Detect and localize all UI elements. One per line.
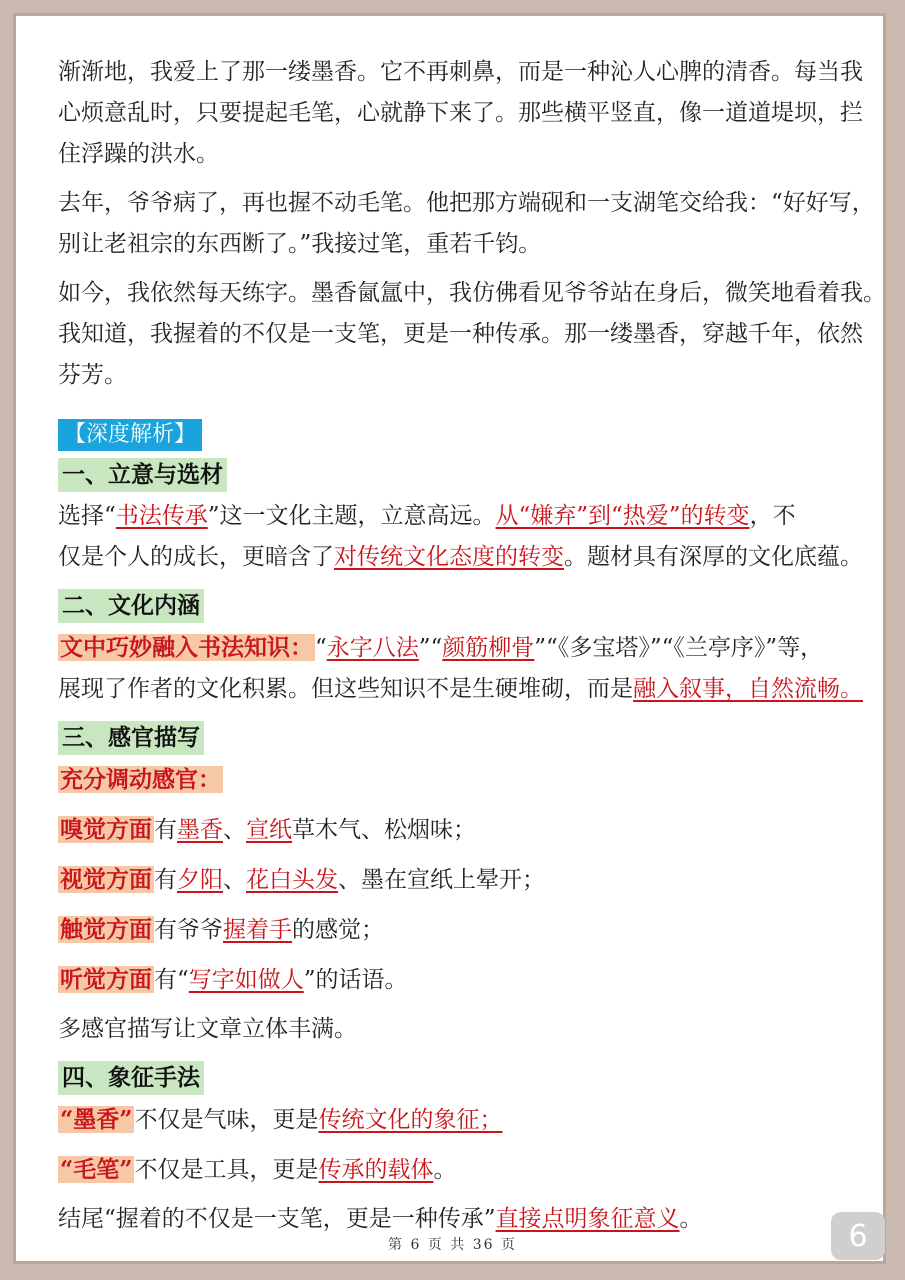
highlight-label: 视觉方面 <box>60 866 152 893</box>
key-phrase: 颜筋柳骨 <box>442 635 535 661</box>
page-number-badge: 6 <box>831 1212 885 1260</box>
highlight-label: “毛笔” <box>60 1156 133 1183</box>
key-phrase: 传承的载体 <box>318 1157 434 1183</box>
text-line: 芬芳。 <box>58 362 127 388</box>
symbol-brush: “毛笔”不仅是工具，更是传承的载体。 <box>60 1156 457 1183</box>
symbol-ending: 结尾“握着的不仅是一支笔，更是一种传承”直接点明象征意义。 <box>58 1206 703 1232</box>
text-line: 我知道，我握着的不仅是一支笔，更是一种传承。那一缕墨香，穿越千年，依然 <box>58 321 863 347</box>
section-3-summary: 多感官描写让文章立体丰满。 <box>58 1016 357 1042</box>
text-line: 选择“书法传承”这一文化主题，立意高远。从“嫌弃”到“热爱”的转变，不 <box>58 503 796 529</box>
section-heading: 三、感官描写 <box>58 721 204 755</box>
key-phrase: 对传统文化态度的转变 <box>334 544 564 570</box>
text-line: 心烦意乱时，只要提起毛笔，心就静下来了。那些横平竖直，像一道道堤坝，拦 <box>58 100 863 126</box>
section-heading: 二、文化内涵 <box>58 589 204 623</box>
text-line: 别让老祖宗的东西断了。”我接过笔，重若千钧。 <box>58 231 542 257</box>
section-3-sub <box>58 759 858 801</box>
story-paragraph-1 <box>58 52 863 175</box>
sense-smell: 嗅觉方面有墨香、宣纸草木气、松烟味； <box>60 816 476 843</box>
sense-sight: 视觉方面有夕阳、花白头发、墨在宣纸上晕开； <box>60 866 545 893</box>
highlight-label: 触觉方面 <box>60 916 152 943</box>
text-line: 去年，爷爷病了，再也握不动毛笔。他把那方端砚和一支湖笔交给我：“好好写， <box>58 190 875 216</box>
text-line: 文中巧妙融入书法知识：“永字八法”“颜筋柳骨”“《多宝塔》”“《兰亭序》”等， <box>60 634 824 661</box>
sense-hearing: 听觉方面有“写字如做人”的话语。 <box>60 966 408 993</box>
text-line: 仅是个人的成长，更暗含了对传统文化态度的转变。题材具有深厚的文化底蕴。 <box>58 544 863 570</box>
highlight-label: 充分调动感官： <box>60 766 221 793</box>
section-heading: 一、立意与选材 <box>58 458 227 492</box>
text-line: 如今，我依然每天练字。墨香氤氲中，我仿佛看见爷爷站在身后，微笑地看着我。 <box>58 280 886 306</box>
highlight-label: 听觉方面 <box>60 966 152 993</box>
key-phrase: 握着手 <box>223 917 292 943</box>
highlight-label: 文中巧妙融入书法知识： <box>60 634 313 661</box>
highlight-label: “墨香” <box>60 1106 133 1133</box>
text-line: 展现了作者的文化积累。但这些知识不是生硬堆砌，而是融入叙事，自然流畅。 <box>58 676 863 702</box>
text-line: 住浮躁的洪水。 <box>58 141 219 167</box>
key-phrase: 融入叙事，自然流畅。 <box>633 676 863 702</box>
page-frame <box>13 13 886 1264</box>
key-phrase: 书法传承 <box>115 503 208 529</box>
section-1-body <box>58 496 863 578</box>
symbol-ink: “墨香”不仅是气味，更是传统文化的象征； <box>60 1106 503 1133</box>
sense-touch: 触觉方面有爷爷握着手的感觉； <box>60 916 384 943</box>
key-phrase: 直接点明象征意义 <box>495 1206 680 1232</box>
highlight-label: 嗅觉方面 <box>60 816 152 843</box>
text-line: 渐渐地，我爱上了那一缕墨香。它不再刺鼻，而是一种沁人心脾的清香。每当我 <box>58 59 863 85</box>
key-phrase: 墨香 <box>177 817 223 843</box>
analysis-tag: 【深度解析】 <box>58 419 202 451</box>
document-body <box>58 52 886 1248</box>
section-heading: 四、象征手法 <box>58 1061 204 1095</box>
key-phrase: 花白头发 <box>246 867 338 893</box>
story-paragraph-2 <box>58 183 875 265</box>
key-phrase: 传统文化的象征； <box>318 1107 503 1133</box>
key-phrase: 从“嫌弃”到“热爱”的转变 <box>495 503 750 529</box>
story-paragraph-3 <box>58 273 886 396</box>
page-footer: 第 6 页 共 36 页 <box>388 1237 517 1253</box>
key-phrase: 夕阳 <box>177 867 223 893</box>
key-phrase: 永字八法 <box>326 635 419 661</box>
key-phrase: 写字如做人 <box>188 967 304 993</box>
section-2-body <box>58 627 863 710</box>
key-phrase: 宣纸 <box>246 817 292 843</box>
